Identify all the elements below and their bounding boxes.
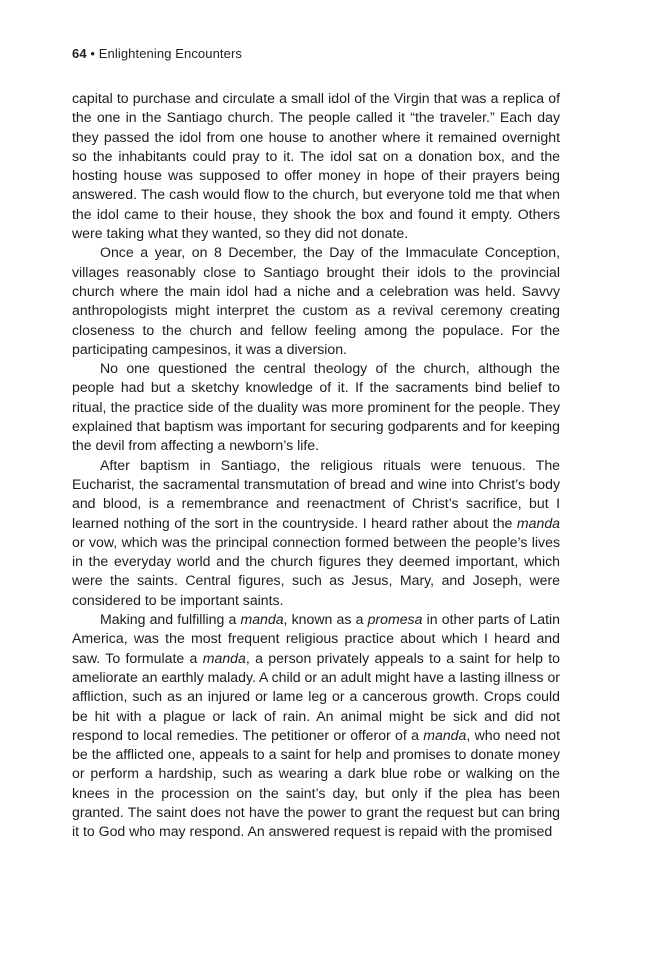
text-run: or vow, which was the principal connection formed between the people’s lives in the everyday world and the church figures they deemed important, which were the saints. Central figures, such as Jesus, Mary, and Joseph, were considered to be important saints. bbox=[72, 533, 560, 608]
text-run: Once a year, on 8 December, the Day of the Immaculate Conception, villages reasonably close to Santiago brought their idols to the provincial church where the main idol had a niche and a celebration was held. Savvy anthropologists might interpret the custom as a revival ceremony creating closeness to the church and fellow feeling among the populace. For the participating campesinos, it was a diversion. bbox=[72, 244, 560, 357]
italic-term: manda bbox=[202, 649, 246, 666]
italic-term: promesa bbox=[367, 611, 423, 628]
text-run: No one questioned the central theology of the church, although the people had but a sketchy knowledge of it. If the sacraments bind belief to ritual, the practice side of the duality was more prominent for the people. They explained that baptism was important for securing godparents and for keeping the devil from affecting a newborn’s life. bbox=[72, 360, 560, 454]
running-head bbox=[72, 46, 242, 61]
paragraph-2 bbox=[72, 243, 560, 359]
header-separator: • bbox=[90, 46, 96, 61]
italic-term: manda bbox=[423, 726, 467, 743]
text-run: in other parts of Latin America, was the most frequent religious practice about which I heard and saw. To formulate a bbox=[72, 611, 561, 666]
text-run: , a person privately appeals to a saint for help to ameliorate an earthly malady. A child or an adult might have a lasting illness or affliction, such as an injured or lame leg or a cancerous growth. Crops could be hit with a plague or lack of rain. An animal might be sick and did not respond to local remedies. The petitioner or offeror of a bbox=[72, 649, 560, 743]
paragraph-1 bbox=[72, 89, 560, 243]
paragraph-5 bbox=[72, 610, 560, 842]
body-text bbox=[72, 89, 560, 842]
text-run: , known as a bbox=[283, 611, 368, 628]
text-run: Making and fulfilling a bbox=[100, 611, 241, 628]
book-title: Enlightening Encounters bbox=[98, 46, 242, 61]
text-run: , who need not be the afflicted one, appeals to a saint for help and promises to donate money or perform a hardship, such as wearing a dark blue robe or walking on the knees in the procession on the saint’s day, but only if the plea has been granted. The saint does not have the power to grant the request but can bring it to God who may respond. An answered request is repaid with the promised bbox=[72, 726, 561, 840]
text-run: After baptism in Santiago, the religious rituals were tenuous. The Eucharist, the sacramental transmutation of bread and wine into Christ’s body and blood, is a remembrance and reenactment of Christ’s sacrifice, but I learned nothing of the sort in the countryside. I heard rather about the bbox=[72, 456, 560, 531]
italic-term: manda bbox=[516, 514, 560, 531]
paragraph-3 bbox=[72, 359, 560, 455]
paragraph-4 bbox=[72, 456, 560, 610]
page-number: 64 bbox=[72, 46, 87, 61]
text-run: capital to purchase and circulate a small idol of the Virgin that was a replica of the one in the Santiago church. The people called it “the traveler.” Each day they passed the idol from one house to another where it remained overnight so the inhabitants could pray to it. The idol sat on a donation box, and the hosting house was supposed to offer money in hope of their prayers being answered. The cash would flow to the church, but everyone told me that when the idol came to their house, they shook the box and found it empty. Others were taking what they wanted, so they did not donate. bbox=[72, 90, 560, 242]
italic-term: manda bbox=[240, 611, 284, 628]
